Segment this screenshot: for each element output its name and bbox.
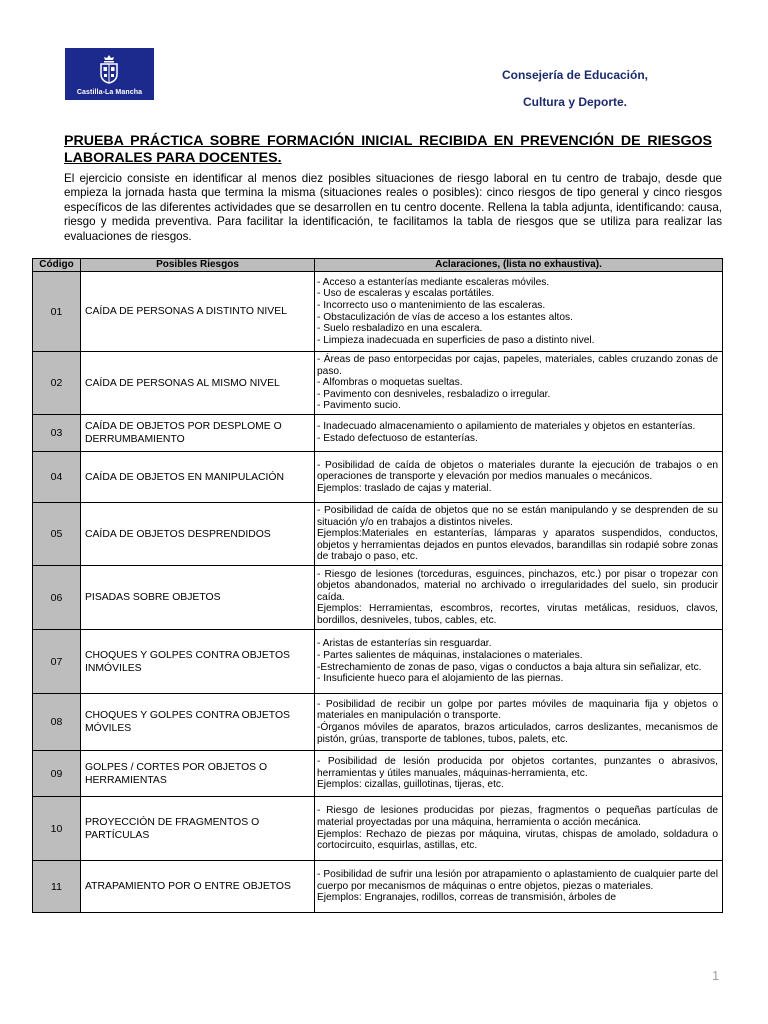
consejeria-heading [470,62,680,116]
risk-code: 03 [33,415,81,452]
clarification-item: - Posibilidad de caída de objetos que no se están manipulando y se desprenden de su situación y/o en trabajos a distintos niveles. [317,505,718,528]
risk-name: PISADAS SOBRE OBJETOS [81,566,315,630]
risks-table [32,258,723,913]
clarification-item: -Órganos móviles de aparatos, brazos articulados, carros deslizantes, mecanismos de pistón, grúas, transporte de tablones, tubos, palets, etc. [317,722,718,745]
logo-text: Castilla-La Mancha [76,89,143,96]
clarification-item: - Inadecuado almacenamiento o apilamiento de materiales y objetos en estanterías. [317,421,696,433]
risk-clarifications [315,352,723,415]
clarification-item: Ejemplos: Herramientas, escombros, recortes, virutas metálicas, residuos, clavos, bordillos, desniveles, tubos, cables, etc. [317,603,718,626]
castilla-la-mancha-logo [65,48,154,100]
table-row [33,797,723,861]
clarification-item: - Alfombras o moquetas sueltas. [317,377,463,389]
intro-paragraph: El ejercicio consiste en identificar al menos diez posibles situaciones de riesgo laboral en tu centro de trabajo, desde que empieza la jornada hasta que termina la misma (situaciones reales o posibles): cinco riesgos de tipo general y cinco riesgos específicos de las diferentes actividades que se desarrollen en tu centro docente. Rellena la tabla adjunta, identificando: causa, riesgo y medida preventiva. Para facilitar la identificación, te facilitamos la tabla de riesgos que se utiliza para realizar las evaluaciones de riesgos. [64,172,722,243]
clarification-item: - Pavimento con desniveles, resbaladizo o irregular. [317,388,551,400]
clarification-item: - Riesgo de lesiones producidas por piezas, fragmentos o pequeñas partículas de material proyectadas por una máquina, herramienta o acción mecánica. [317,805,718,828]
table-row [33,694,723,751]
risk-name: CAÍDA DE OBJETOS POR DESPLOME O DERRUMBAMIENTO [81,415,315,452]
clarification-item: - Áreas de paso entorpecidas por cajas, papeles, materiales, cables cruzando zonas de paso. [317,354,718,377]
header-risk: Posibles Riesgos [81,259,315,272]
clarification-item: - Insuficiente hueco para el alojamiento de las piernas. [317,673,564,685]
clarification-item: - Obstaculización de vías de acceso a los estantes altos. [317,311,573,323]
table-header-row [33,259,723,272]
clarification-item: Ejemplos:Materiales en estanterías, lámparas y aparatos suspendidos, conductos, objetos y herramientas dejados en puntos elevados, barandillas sin rodapié sobre zonas de trabajo o paso, etc. [317,528,718,563]
clarification-item: Ejemplos: Engranajes, rodillos, correas de transmisión, árboles de [317,892,616,904]
risk-name: GOLPES / CORTES POR OBJETOS O HERRAMIENTAS [81,751,315,797]
risk-clarifications [315,694,723,751]
risk-name: CAÍDA DE PERSONAS A DISTINTO NIVEL [81,272,315,352]
clarification-item: - Pavimento sucio. [317,400,401,412]
risk-code: 04 [33,452,81,503]
page-number: 1 [712,968,720,983]
risk-name: PROYECCIÓN DE FRAGMENTOS O PARTÍCULAS [81,797,315,861]
table-row [33,415,723,452]
table-row [33,861,723,913]
risk-name: ATRAPAMIENTO POR O ENTRE OBJETOS [81,861,315,913]
clarification-item: Ejemplos: cizallas, guillotinas, tijeras, etc. [317,779,504,791]
table-row [33,566,723,630]
table-row [33,272,723,352]
clarification-item: - Incorrecto uso o mantenimiento de las escaleras. [317,299,546,311]
risk-clarifications [315,272,723,352]
risk-clarifications [315,503,723,566]
clarification-item: - Posibilidad de caída de objetos o materiales durante la ejecución de trabajos o en operaciones de transporte y elevación por medios manuales o mecánicos. [317,459,718,483]
clarification-item: - Posibilidad de sufrir una lesión por atrapamiento o aplastamiento de cualquier parte del cuerpo por mecanismos de máquinas o entre objetos, piezas o materiales. [317,869,718,892]
risk-name: CAÍDA DE PERSONAS AL MISMO NIVEL [81,352,315,415]
header-code: Código [33,259,81,272]
clarification-item: - Aristas de estanterías sin resguardar. [317,638,492,650]
table-row [33,503,723,566]
table-row [33,630,723,694]
risk-code: 07 [33,630,81,694]
clarification-item: - Limpieza inadecuada en superficies de paso a distinto nivel. [317,334,595,346]
clarification-item: - Estado defectuoso de estanterías. [317,433,478,444]
clarification-item: - Acceso a estanterías mediante escaleras móviles. [317,276,550,288]
header-desc: Aclaraciones, (lista no exhaustiva). [315,259,723,272]
risk-code: 01 [33,272,81,352]
document-title: PRUEBA PRÁCTICA SOBRE FORMACIÓN INICIAL RECIBIDA EN PREVENCIÓN DE RIESGOS LABORALES PARA DOCENTES. [64,133,712,166]
consejeria-line-1: Consejería de Educación, [501,68,649,82]
risk-code: 10 [33,797,81,861]
table-row [33,751,723,797]
risk-name: CHOQUES Y GOLPES CONTRA OBJETOS INMÓVILES [81,630,315,694]
risk-clarifications [315,415,723,452]
clarification-item: - Suelo resbaladizo en una escalera. [317,323,483,335]
risk-clarifications [315,861,723,913]
coat-of-arms-icon [98,54,120,84]
clarification-item: -Estrechamiento de zonas de paso, vigas o conductos a baja altura sin señalizar, etc. [317,661,702,673]
risk-clarifications [315,630,723,694]
risk-name: CHOQUES Y GOLPES CONTRA OBJETOS MÓVILES [81,694,315,751]
risk-clarifications [315,797,723,861]
risk-clarifications [315,452,723,503]
risk-code: 06 [33,566,81,630]
clarification-item: - Partes salientes de máquinas, instalaciones o materiales. [317,649,583,661]
risk-clarifications [315,751,723,797]
table-row [33,452,723,503]
risk-name: CAÍDA DE OBJETOS EN MANIPULACIÓN [81,452,315,503]
risk-code: 11 [33,861,81,913]
risk-code: 08 [33,694,81,751]
risk-code: 09 [33,751,81,797]
risk-clarifications [315,566,723,630]
clarification-item: - Posibilidad de recibir un golpe por partes móviles de maquinaria fija y objetos o materiales en manipulación o transporte. [317,698,718,722]
risk-name: CAÍDA DE OBJETOS DESPRENDIDOS [81,503,315,566]
clarification-item: - Uso de escaleras y escalas portátiles. [317,288,495,300]
clarification-item: Ejemplos: Rechazo de piezas por máquina, virutas, chispas de amolado, soldadura o cortocircuito, esquirlas, astillas, etc. [317,828,718,852]
clarification-item: - Riesgo de lesiones (torceduras, esguinces, pinchazos, etc.) por pisar o tropezar con objetos abandonados, material no archivado o irregularidades del suelo, sin producir caída. [317,568,718,603]
clarification-item: Ejemplos: traslado de cajas y material. [317,482,492,494]
table-row [33,352,723,415]
consejeria-line-2: Cultura y Deporte. [522,95,627,109]
clarification-item: - Posibilidad de lesión producida por objetos cortantes, punzantes o abrasivos, herramientas y útiles manuales, máquinas-herramienta, etc. [317,756,718,779]
risk-code: 02 [33,352,81,415]
risk-code: 05 [33,503,81,566]
